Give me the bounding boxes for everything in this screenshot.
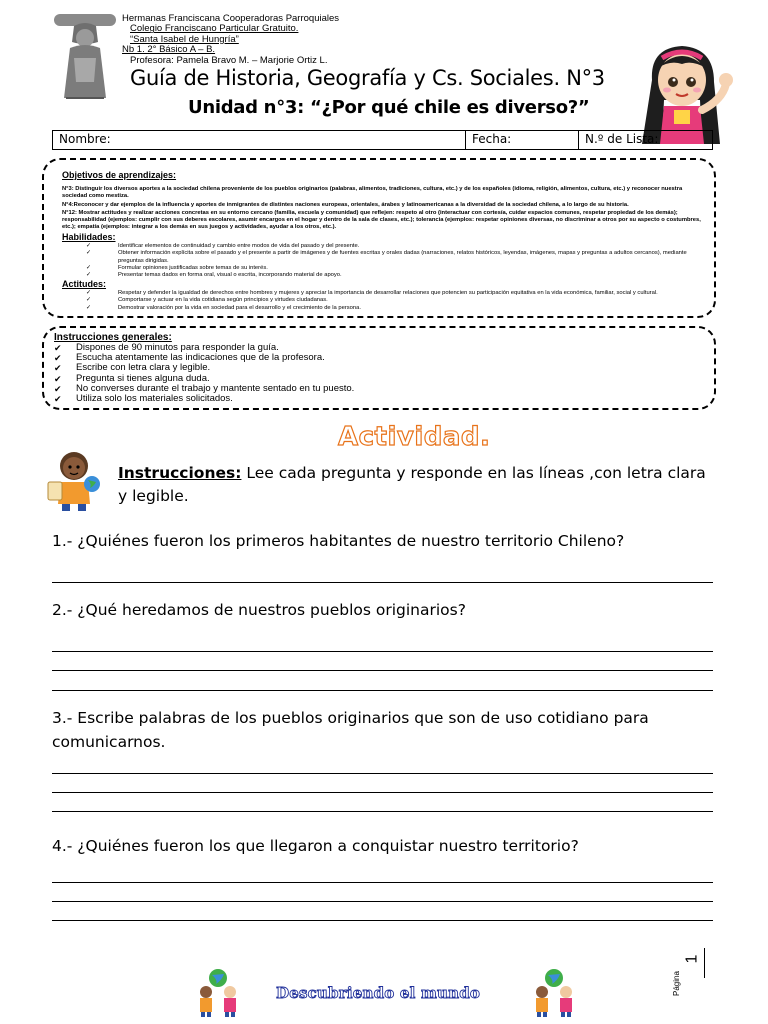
- answer-line[interactable]: [52, 773, 713, 774]
- instructions-label: Instrucciones:: [118, 464, 242, 482]
- answer-line[interactable]: [52, 582, 713, 583]
- attitudes-list: [86, 290, 702, 312]
- list-item: ✔ Utiliza solo los materiales solicitados.: [54, 394, 694, 404]
- org-line-2: Colegio Franciscano Particular Gratuito.: [130, 23, 299, 35]
- answer-line[interactable]: [52, 690, 713, 691]
- instructions-text: Lee cada pregunta y responde en las líneas ,con letra clara y legible.: [118, 464, 706, 505]
- question-2: 2.- ¿Qué heredamos de nuestros pueblos originarios?: [52, 601, 466, 619]
- skills-list: [86, 243, 702, 279]
- objectives-section: [62, 170, 702, 312]
- general-instructions-list: [54, 343, 694, 404]
- page-label: Página: [672, 971, 681, 996]
- question-1: 1.- ¿Quiénes fueron los primeros habitantes de nuestro territorio Chileno?: [52, 532, 625, 550]
- date-label: Fecha:: [472, 132, 512, 146]
- list-item: ✓ Comportarse y actuar en la vida cotidiana según principios y virtudes ciudadanas.: [86, 297, 702, 304]
- list-item: ✓ Respetar y defender la igualdad de derechos entre hombres y mujeres y apreciar la importancia de desarrollar relaciones que potencien su participación equitativa en la vida económica, familiar, social y cultural.: [86, 290, 702, 297]
- kids-with-globe-icon: [532, 968, 576, 1018]
- list-item: ✔ Escucha atentamente las indicaciones que de la profesora.: [54, 353, 694, 363]
- page-number: 1: [683, 954, 701, 964]
- objective-item: N°3: Distinguir los diversos aportes a la sociedad chilena proveniente de los pueblos originarios (palabras, alimentos, tradiciones, cultura, etc.) y de los españoles (idioma, religión, alimentos, cultura, etc.) y reconocer nuestra sociedad como mestiza.: [62, 186, 683, 200]
- answer-line[interactable]: [52, 811, 713, 812]
- activity-instructions: [118, 462, 718, 508]
- list-item: ✔ No converses durante el trabajo y mantente sentado en tu puesto.: [54, 384, 694, 394]
- teacher-line: Profesora: Pamela Bravo M. – Marjorie Ortiz L.: [130, 54, 328, 66]
- school-logo-icon: [52, 12, 118, 100]
- answer-line[interactable]: [52, 901, 713, 902]
- list-item: ✓ Presentar temas dados en forma oral, visual o escrita, incorporando material de apoyo.: [86, 272, 702, 279]
- general-instructions-heading: Instrucciones generales:: [54, 332, 172, 343]
- answer-line[interactable]: [52, 792, 713, 793]
- question-4: 4.- ¿Quiénes fueron los que llegaron a conquistar nuestro territorio?: [52, 837, 579, 855]
- attitudes-heading: Actitudes:: [62, 279, 107, 290]
- activity-title: Actividad.: [338, 422, 491, 452]
- org-line-1: Hermanas Franciscana Cooperadoras Parroquiales: [122, 13, 340, 24]
- page-divider: [704, 948, 705, 978]
- footer-slogan: Descubriendo el mundo: [276, 984, 481, 1002]
- name-field[interactable]: [53, 131, 466, 149]
- objective-item: N°4:Reconocer y dar ejemplos de la influencia y aportes de inmigrantes de distintes naciones europeas, orientales, árabes y latinoamericanas a la diversidad de la sociedad chilena, a lo largo de su historia.: [62, 202, 629, 209]
- org-line-3: “Santa Isabel de Hungría”: [130, 33, 239, 45]
- list-item: ✓ Demostrar valoración por la vida en sociedad para el desarrollo y el crecimiento de la persona.: [86, 305, 702, 312]
- objectives-heading: Objetivos de aprendizajes:: [62, 170, 177, 180]
- question-3: 3.- Escribe palabras de los pueblos originarios que son de uso cotidiano para comunicarnos.: [52, 709, 649, 751]
- answer-line[interactable]: [52, 670, 713, 671]
- list-item: ✓ Obtener información explícita sobre el pasado y el presente a partir de imágenes y de fuentes escritas y orales dadas (narraciones, relatos históricos, leyendas, imágenes, mapas y preguntas a adultos cercanos), mediante preguntas dirigidas.: [86, 250, 702, 264]
- general-instructions-section: [54, 332, 694, 404]
- school-header: [122, 14, 339, 66]
- list-item: ✓ Formular opiniones justificadas sobre temas de su interés.: [86, 265, 702, 272]
- answer-line[interactable]: [52, 651, 713, 652]
- skills-heading: Habilidades:: [62, 232, 116, 243]
- kid-with-globe-icon: [44, 448, 104, 512]
- kids-with-globe-icon: [196, 968, 240, 1018]
- list-item: ✔ Dispones de 90 minutos para responder la guía.: [54, 343, 694, 353]
- unit-title: Unidad n°3: “¿Por qué chile es diverso?”: [188, 97, 590, 118]
- list-item: ✔ Pregunta si tienes alguna duda.: [54, 374, 694, 384]
- objective-item: N°12: Mostrar actitudes y realizar acciones concretas en su entorno cercano (familia, escuela y comunidad) que reflejen: respeto al otro (interactuar con cortesía, cuidar espacios comunes, respetar propiedad de los demás); responsabilidad (ejemplos: cumplir con sus deberes escolares, asumir encargos en el hogar y dentro de la sala de clases, etc.); tolerancia (ejemplos: respetar opiniones diversas, no discriminar a otros por su aspecto o costumbres, etc.); empatía (ejemplos: integrar a los demás en sus juegos y actividades, ayudar a los otros, etc.).: [62, 209, 701, 231]
- student-info-table: [52, 130, 713, 150]
- list-item: ✓ Identificar elementos de continuidad y cambio entre modos de vida del pasado y del presente.: [86, 243, 702, 250]
- answer-line[interactable]: [52, 920, 713, 921]
- level-line: Nb 1. 2° Básico A – B.: [122, 44, 216, 56]
- date-field[interactable]: [466, 131, 579, 149]
- list-number-field[interactable]: [579, 131, 710, 149]
- answer-line[interactable]: [52, 882, 713, 883]
- list-item: ✔ Escribe con letra clara y legible.: [54, 363, 694, 373]
- name-label: Nombre:: [59, 132, 111, 146]
- list-number-label: N.º de Lista:: [585, 132, 659, 146]
- guide-title: Guía de Historia, Geografía y Cs. Sociales. N°3: [130, 66, 605, 90]
